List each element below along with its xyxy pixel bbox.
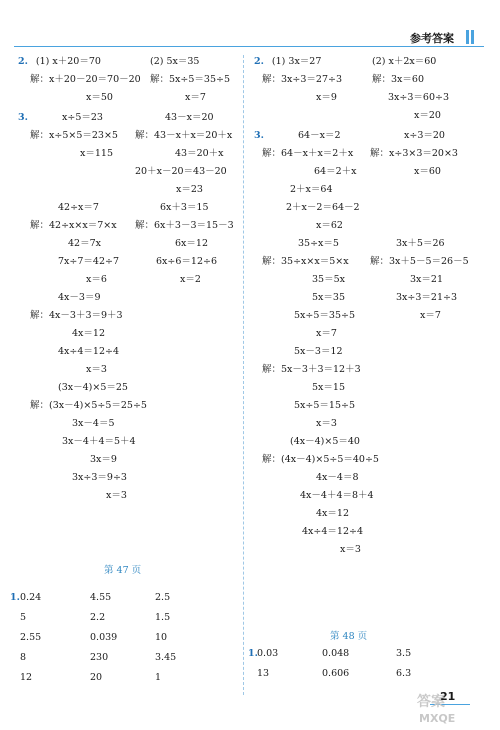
equation-text: 解：35÷x×x＝5×x [262, 256, 349, 267]
equation-line [262, 74, 342, 86]
equation-text: x＝3 [106, 490, 127, 501]
svg-text:答案: 答案 [417, 694, 445, 710]
page-label-48: 第 48 页 [330, 631, 368, 642]
equation-text: 3x＝9 [90, 454, 117, 465]
equation-line [388, 92, 449, 104]
equation-line [298, 130, 341, 142]
equation-text: (4x－4)×5＝40 [290, 436, 360, 447]
table-cell: 5 [20, 612, 27, 623]
table-cell: 0.039 [90, 632, 118, 643]
equation-line [135, 220, 234, 232]
equation-line [370, 256, 469, 268]
equation-line [290, 184, 333, 196]
equation-line [18, 112, 36, 124]
equation-line [372, 56, 436, 68]
equation-text: x＝6 [86, 274, 107, 285]
equation-line [396, 238, 445, 250]
question-number: 2. [254, 56, 264, 67]
equation-line [262, 454, 379, 466]
equation-line [30, 220, 117, 232]
equation-line [414, 166, 441, 178]
equation-text: 解：x÷5×5＝23×5 [30, 130, 118, 141]
table-cell: 0.048 [322, 648, 350, 659]
equation-line [30, 130, 118, 142]
equation-line [294, 346, 343, 358]
equation-text: (2) 5x＝35 [150, 56, 200, 67]
equation-line [312, 292, 345, 304]
equation-line [185, 92, 206, 104]
equation-line [30, 400, 147, 412]
header-rule [14, 46, 484, 47]
equation-text: 解：3x÷3＝27÷3 [262, 74, 342, 85]
equation-line [180, 274, 201, 286]
equation-text: 解：5x÷5＝35÷5 [150, 74, 230, 85]
page-label-47: 第 47 页 [104, 565, 142, 576]
equation-text: x＝2 [180, 274, 201, 285]
equation-text: 解：(4x－4)×5÷5＝40÷5 [262, 454, 379, 465]
equation-line [410, 274, 443, 286]
equation-text: 5x－3＝12 [294, 346, 343, 357]
equation-line [58, 292, 101, 304]
equation-line [316, 472, 359, 484]
equation-line [370, 148, 458, 160]
equation-line [316, 92, 337, 104]
equation-line [254, 56, 321, 68]
equation-line [316, 328, 337, 340]
table-cell: 6.3 [396, 668, 412, 679]
equation-text: 6x＝12 [175, 238, 208, 249]
equation-text: 6x÷6＝12÷6 [156, 256, 217, 267]
table-cell: 0.03 [257, 648, 279, 659]
equation-text: 3x÷3＝21÷3 [396, 292, 457, 303]
equation-text: 7x÷7＝42÷7 [58, 256, 119, 267]
equation-text: (3x－4)×5＝25 [58, 382, 128, 393]
equation-text: 解：x＋20－20＝70－20 [30, 74, 141, 85]
equation-text: 20＋x－20＝43－20 [135, 166, 227, 177]
equation-line [404, 130, 445, 142]
equation-line [312, 274, 345, 286]
equation-line [150, 74, 230, 86]
equation-text: x＝3 [340, 544, 361, 555]
question-number: 1. [10, 592, 20, 603]
table-cell: 13 [257, 668, 270, 679]
equation-line [135, 166, 227, 178]
equation-line [316, 508, 349, 520]
equation-text: 解：(3x－4)×5÷5＝25÷5 [30, 400, 147, 411]
equation-line [302, 526, 363, 538]
equation-text: x＝62 [316, 220, 343, 231]
equation-text: x＝23 [176, 184, 203, 195]
equation-text: x＝60 [414, 166, 441, 177]
header-accent-bars [466, 30, 474, 44]
equation-line [175, 238, 208, 250]
equation-line [160, 202, 209, 214]
equation-text: 6x＋3＝15 [160, 202, 209, 213]
equation-line [90, 454, 117, 466]
equation-line [72, 328, 105, 340]
equation-text: 解：4x－3＋3＝9＋3 [30, 310, 123, 321]
equation-text: x＝3 [86, 364, 107, 375]
equation-text: 2＋x＝64 [290, 184, 333, 195]
equation-line [72, 472, 127, 484]
equation-line [314, 166, 357, 178]
equation-text: x＝50 [86, 92, 113, 103]
equation-text: x＝20 [414, 110, 441, 121]
question-number: 1. [248, 648, 258, 659]
equation-line [262, 364, 361, 376]
equation-text: 4x－3＝9 [58, 292, 101, 303]
equation-text: 4x＝12 [72, 328, 105, 339]
equation-line [316, 220, 343, 232]
equation-line [372, 74, 424, 86]
equation-text: 解：3x＋5－5＝26－5 [370, 256, 469, 267]
equation-line [420, 310, 441, 322]
table-cell: 230 [90, 652, 109, 663]
equation-text: 3x＝21 [410, 274, 443, 285]
equation-text: 3x÷3＝60÷3 [388, 92, 449, 103]
equation-text: x＝115 [80, 148, 113, 159]
equation-line [176, 184, 203, 196]
header-title: 参考答案 [410, 32, 454, 45]
equation-text: 4x÷4＝12÷4 [58, 346, 119, 357]
equation-text: 4x＝12 [316, 508, 349, 519]
equation-text: 解：3x＝60 [372, 74, 424, 85]
equation-line [106, 490, 127, 502]
equation-line [150, 56, 199, 68]
equation-line [396, 292, 457, 304]
equation-line [156, 256, 217, 268]
equation-line [175, 148, 224, 160]
equation-line [30, 74, 141, 86]
table-cell: 20 [90, 672, 103, 683]
equation-line [254, 130, 272, 142]
equation-text: 2＋x－2＝64－2 [286, 202, 360, 213]
equation-line [414, 110, 441, 122]
equation-text: 5x＝35 [312, 292, 345, 303]
equation-text: (1) 3x＝27 [271, 56, 322, 67]
equation-text: 解：42÷x×x＝7×x [30, 220, 117, 231]
equation-text: 解：6x＋3－3＝15－3 [135, 220, 234, 231]
equation-line [58, 256, 119, 268]
equation-text: 解：x÷3×3＝20×3 [370, 148, 458, 159]
equation-text: x＝9 [316, 92, 337, 103]
equation-line [58, 382, 128, 394]
table-cell: 8 [20, 652, 27, 663]
table-cell: 2.55 [20, 632, 42, 643]
svg-text:MXQE: MXQE [419, 712, 456, 725]
equation-text: 42＝7x [68, 238, 101, 249]
equation-text: 4x－4＋4＝8＋4 [300, 490, 374, 501]
table-cell: 0.606 [322, 668, 350, 679]
equation-text: x÷5＝23 [62, 112, 103, 123]
equation-text: 64＝2＋x [314, 166, 357, 177]
equation-line [72, 418, 115, 430]
equation-text: 43－x＝20 [165, 112, 214, 123]
equation-text: 解：64－x＋x＝2＋x [262, 148, 354, 159]
equation-text: 解：5x－3＋3＝12＋3 [262, 364, 361, 375]
table-cell: 2.2 [90, 612, 106, 623]
equation-line [286, 202, 360, 214]
table-cell: 4.55 [90, 592, 112, 603]
question-number: 3. [18, 112, 28, 123]
equation-text: 35＝5x [312, 274, 345, 285]
equation-line [68, 238, 101, 250]
equation-line [86, 364, 107, 376]
page-number: 21 [440, 690, 456, 703]
equation-text: x＝7 [420, 310, 441, 321]
equation-line [262, 256, 349, 268]
table-cell: 3.45 [155, 652, 177, 663]
equation-line [294, 310, 355, 322]
table-cell: 2.5 [155, 592, 171, 603]
equation-text: x＝7 [316, 328, 337, 339]
equation-text: 4x－4＝8 [316, 472, 359, 483]
equation-text: 35÷x＝5 [298, 238, 339, 249]
equation-text: x÷3＝20 [404, 130, 445, 141]
equation-line [135, 130, 232, 142]
equation-line [294, 400, 355, 412]
equation-text: x＝7 [185, 92, 206, 103]
equation-line [80, 148, 113, 160]
equation-line [300, 490, 374, 502]
equation-line [316, 418, 337, 430]
question-number: 3. [254, 130, 264, 141]
question-number: 2. [18, 56, 28, 67]
equation-line [262, 148, 353, 160]
equation-line [58, 346, 119, 358]
equation-text: 3x－4＋4＝5＋4 [62, 436, 136, 447]
equation-text: 5x÷5＝15÷5 [294, 400, 355, 411]
equation-text: 3x＋5＝26 [396, 238, 445, 249]
table-cell: 1 [155, 672, 162, 683]
equation-text: 43＝20＋x [175, 148, 224, 159]
equation-text: 解：43－x＋x＝20＋x [135, 130, 233, 141]
equation-line [62, 112, 103, 124]
equation-line [62, 436, 136, 448]
equation-text: 3x－4＝5 [72, 418, 115, 429]
equation-line [298, 238, 339, 250]
equation-line [86, 92, 113, 104]
equation-text: 42÷x＝7 [58, 202, 99, 213]
equation-line [18, 56, 101, 68]
equation-text: (2) x＋2x＝60 [372, 56, 437, 67]
watermark-logo-icon [405, 690, 495, 726]
equation-line [30, 310, 123, 322]
equation-line [165, 112, 214, 124]
equation-text: 5x＝15 [312, 382, 345, 393]
equation-line [312, 382, 345, 394]
equation-text: 5x÷5＝35÷5 [294, 310, 355, 321]
equation-line [58, 202, 99, 214]
equation-line [340, 544, 361, 556]
table-cell: 12 [20, 672, 33, 683]
equation-text: 3x÷3＝9÷3 [72, 472, 127, 483]
equation-text: 64－x＝2 [298, 130, 341, 141]
equation-text: (1) x＋20＝70 [35, 56, 101, 67]
table-cell: 10 [155, 632, 168, 643]
equation-line [290, 436, 360, 448]
table-cell: 1.5 [155, 612, 171, 623]
table-cell: 0.24 [20, 592, 42, 603]
table-cell: 3.5 [396, 648, 412, 659]
equation-text: 4x÷4＝12÷4 [302, 526, 363, 537]
equation-text: x＝3 [316, 418, 337, 429]
equation-line [86, 274, 107, 286]
column-divider [243, 55, 244, 695]
